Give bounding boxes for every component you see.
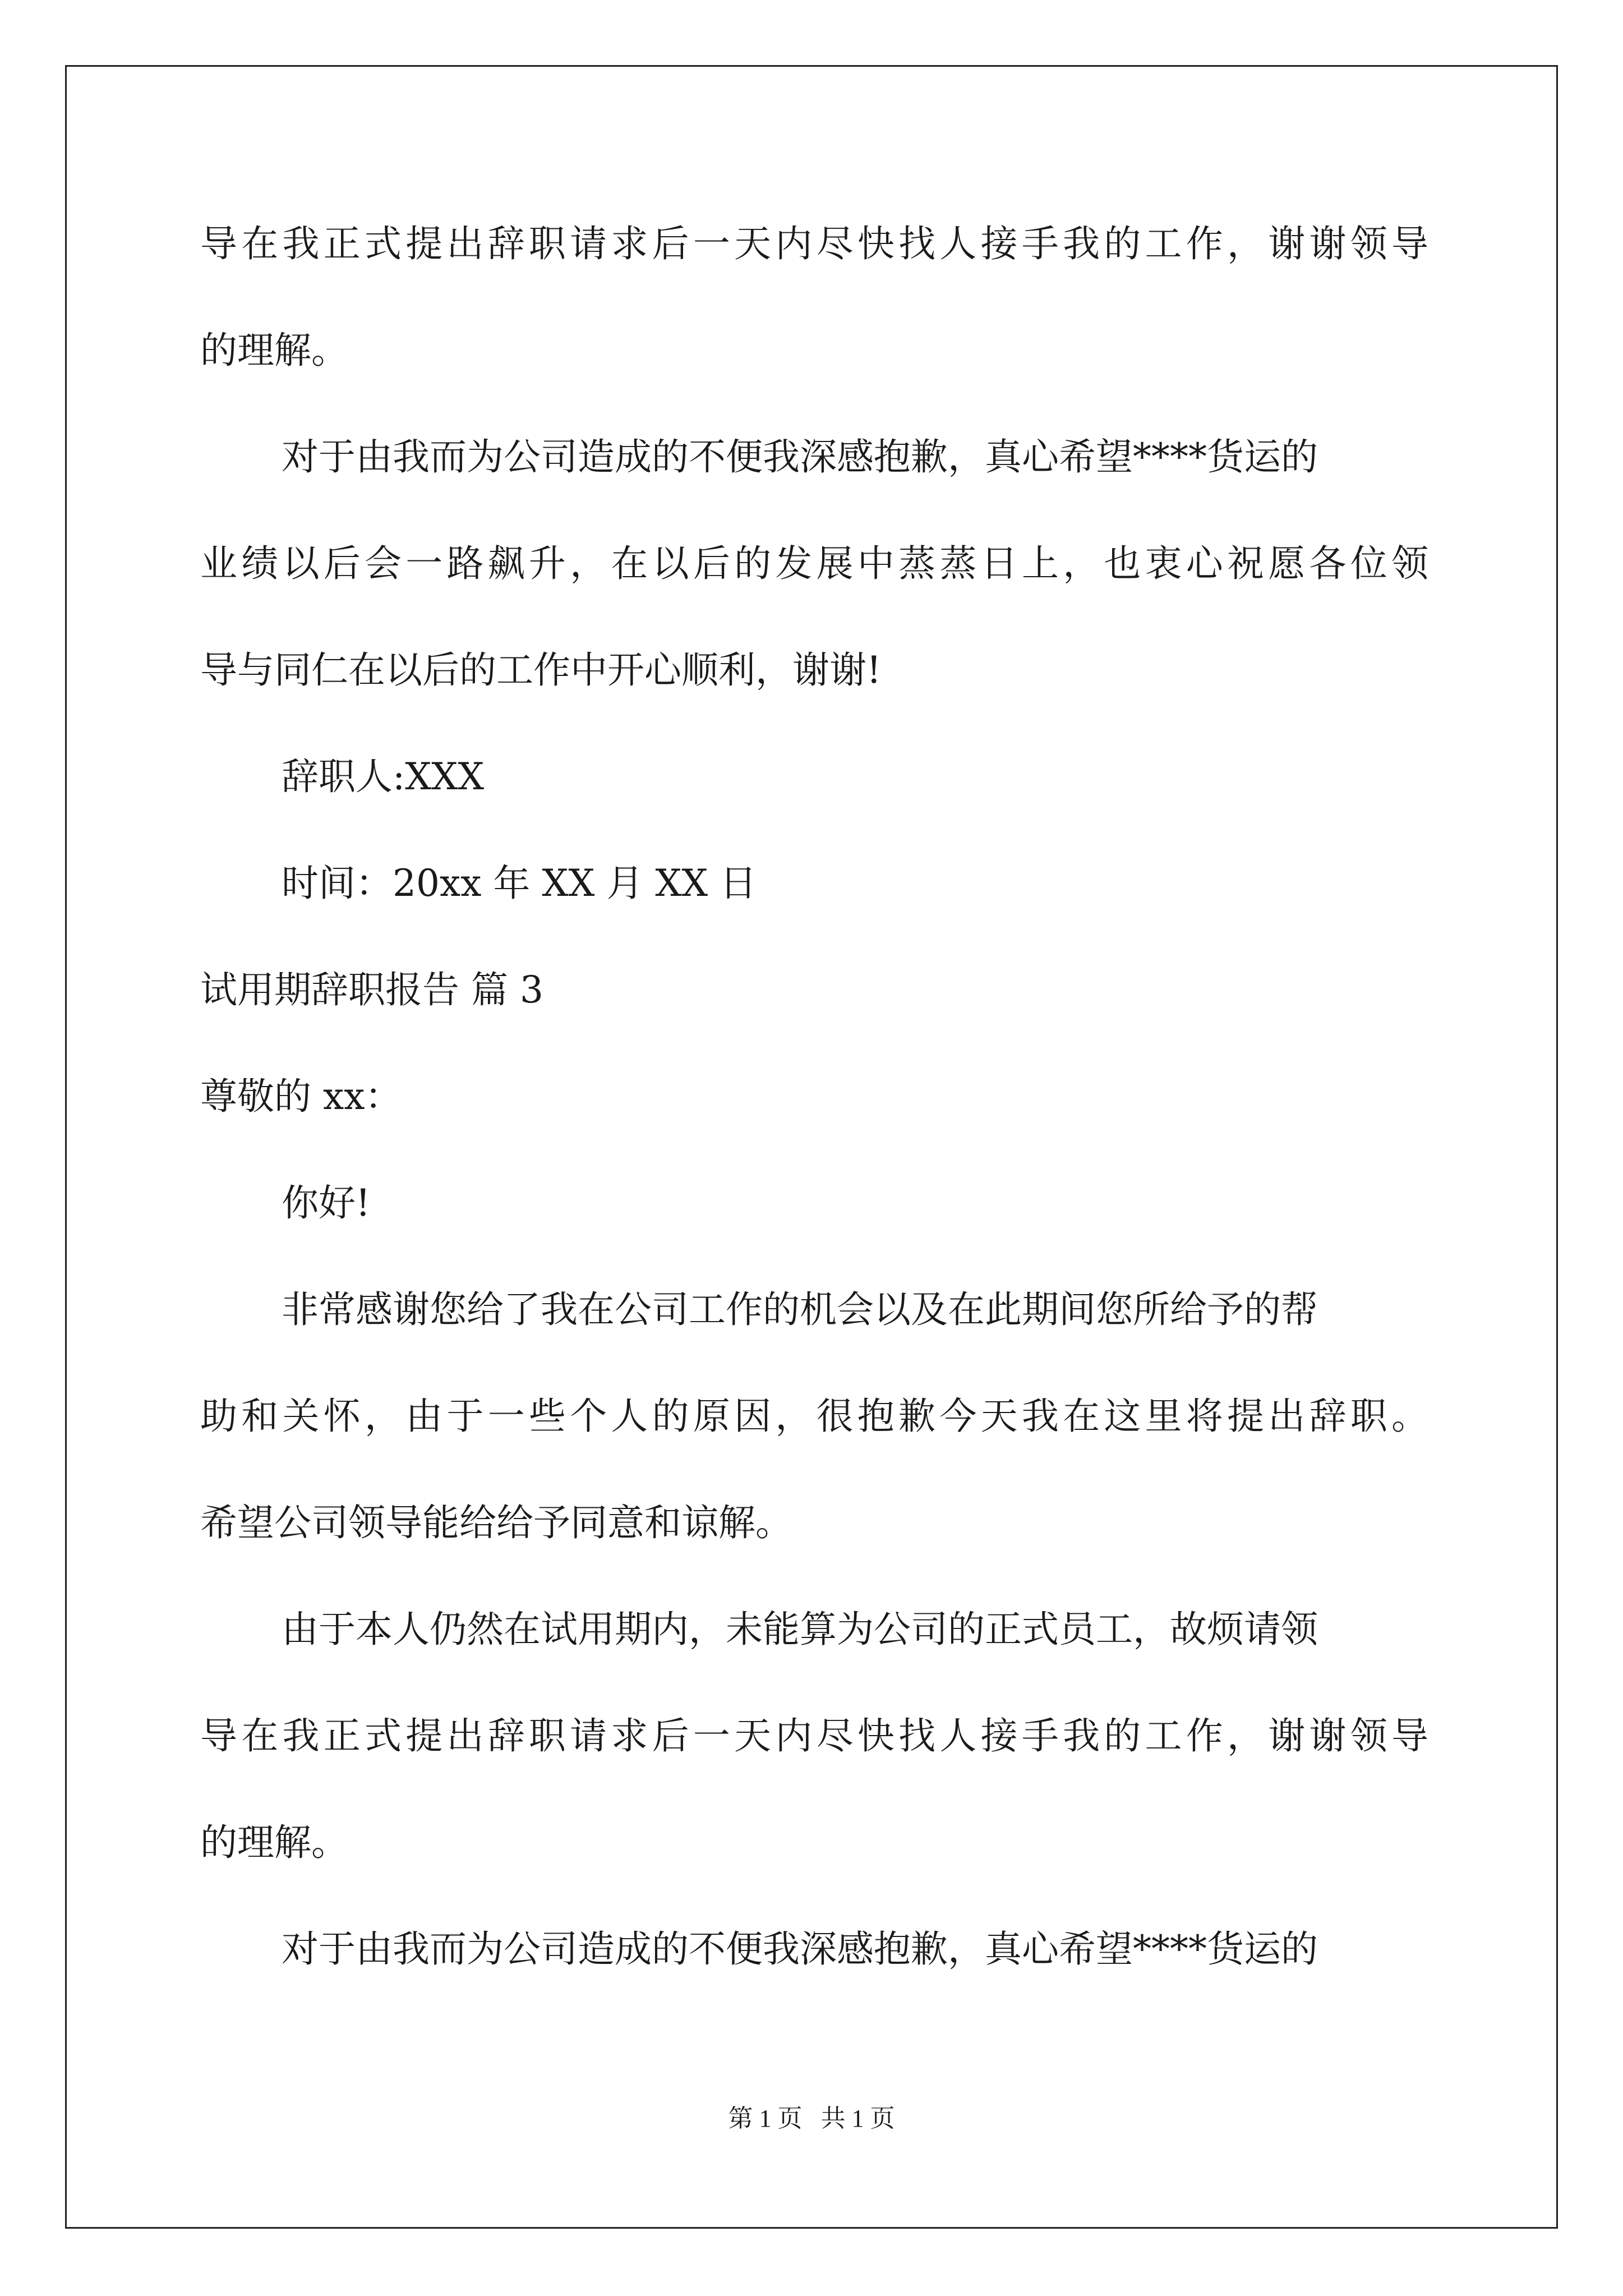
body-line: 由于本人仍然在试用期内，未能算为公司的正式员工，故烦请领 — [282, 1608, 1318, 1651]
greeting: 你好! — [282, 1181, 371, 1225]
body-line: 导在我正式提出辞职请求后一天内尽快找人接手我的工作，谢谢领导 — [200, 1714, 1428, 1757]
body-line: 的理解。 — [200, 329, 348, 372]
body-line: 对于由我而为公司造成的不便我深感抱歉，真心希望****货运的 — [282, 1927, 1318, 1971]
body-line: 对于由我而为公司造成的不便我深感抱歉，真心希望****货运的 — [282, 435, 1318, 478]
page-number-footer: 第 1 页 共 1 页 — [728, 2105, 895, 2132]
body-line: 希望公司领导能给给予同意和谅解。 — [200, 1501, 792, 1544]
salutation: 尊敬的 xx： — [200, 1075, 402, 1118]
body-line: 助和关怀，由于一些个人的原因，很抱歉今天我在这里将提出辞职。 — [200, 1395, 1428, 1438]
body-line: 的理解。 — [200, 1821, 348, 1864]
body-line: 业绩以后会一路飙升，在以后的发展中蒸蒸日上，也衷心祝愿各位领 — [200, 542, 1428, 585]
page-frame — [65, 65, 1558, 2229]
body-line: 非常感谢您给了我在公司工作的机会以及在此期间您所给予的帮 — [282, 1288, 1318, 1331]
body-line: 导在我正式提出辞职请求后一天内尽快找人接手我的工作，谢谢领导 — [200, 222, 1428, 265]
date-line: 时间：20xx 年 XX 月 XX 日 — [282, 862, 757, 905]
signature-line: 辞职人:XXX — [282, 755, 485, 798]
section-heading: 试用期辞职报告 篇 3 — [200, 968, 543, 1011]
body-line: 导与同仁在以后的工作中开心顺利，谢谢! — [200, 648, 882, 692]
